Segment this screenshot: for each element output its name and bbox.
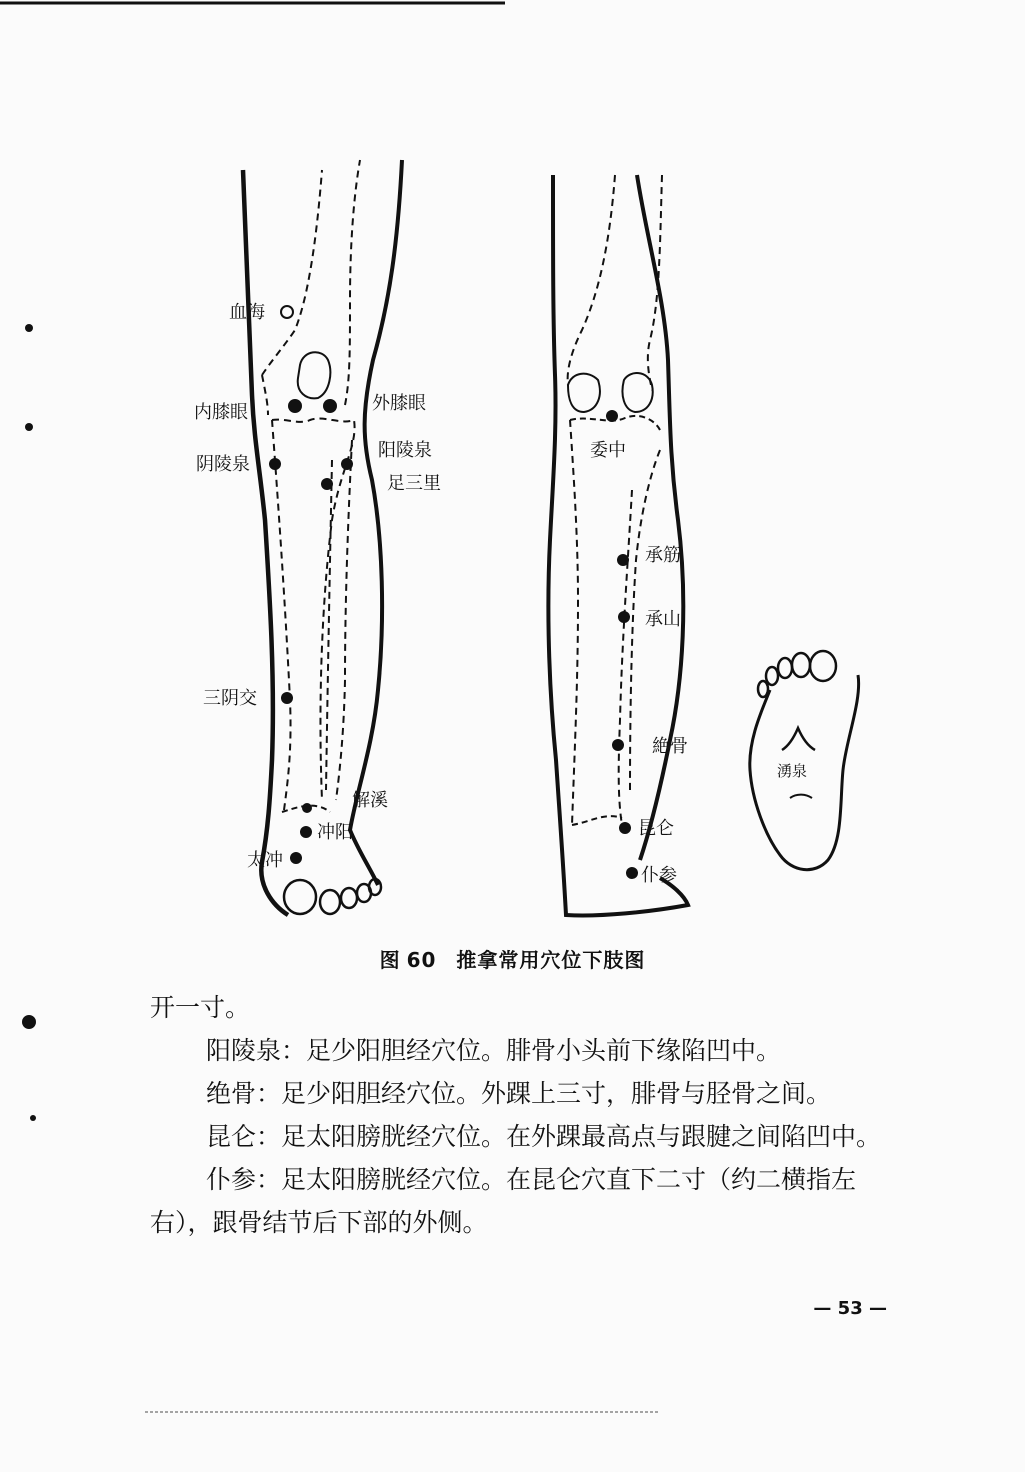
- label-waixiyan: 外膝眼: [372, 393, 426, 414]
- paragraph-pucan: 仆参：足太阳膀胱经穴位。在昆仑穴直下二寸（约二横指左右），跟骨结节后下部的外侧。: [150, 1165, 857, 1237]
- label-jiexi: 解溪: [352, 790, 388, 811]
- caption-title: 推拿常用穴位下肢图: [456, 948, 646, 972]
- foot-sole-drawing: [750, 651, 859, 870]
- label-kunlun: 昆仑: [638, 818, 674, 839]
- page-number: — 53 —: [813, 1298, 887, 1319]
- label-sanyinjiao: 三阴交: [203, 688, 257, 709]
- margin-dot: [25, 423, 33, 431]
- neixiyan-point: [288, 399, 302, 413]
- juegu-point: [612, 739, 624, 751]
- jiexi-point: [302, 803, 312, 813]
- label-yanglingquan: 阳陵泉: [378, 440, 432, 461]
- xuehai-point: [281, 306, 293, 318]
- margin-dot: [25, 324, 33, 332]
- back-leg-points: [606, 410, 638, 879]
- chongyang-point: [300, 826, 312, 838]
- chengshan-point: [618, 611, 630, 623]
- yinlingquan-point: [269, 458, 281, 470]
- paragraph-continuation: 开一寸。: [150, 993, 251, 1022]
- label-pucan: 仆参: [641, 865, 677, 886]
- label-zusanli: 足三里: [387, 473, 441, 494]
- taichong-point: [290, 852, 302, 864]
- zusanli-point: [321, 478, 333, 490]
- caption-prefix: 图: [379, 948, 401, 972]
- paragraph-kunlun: 昆仑：足太阳膀胱经穴位。在外踝最高点与跟腱之间陷凹中。: [206, 1122, 882, 1151]
- kunlun-point: [619, 822, 631, 834]
- margin-dot: [22, 1015, 36, 1029]
- label-chongyang: 冲阳: [317, 822, 353, 843]
- front-leg-points: [269, 306, 353, 864]
- figure-caption: [0, 944, 1025, 973]
- body-text: [150, 986, 890, 1244]
- label-taichong: 太冲: [247, 850, 283, 871]
- paragraph-yanglingquan: 阳陵泉：足少阳胆经穴位。腓骨小头前下缘陷凹中。: [206, 1036, 782, 1065]
- pucan-point: [626, 867, 638, 879]
- label-yinlingquan: 阴陵泉: [196, 454, 250, 475]
- label-chengjin: 承筋: [645, 545, 681, 566]
- margin-dot: [30, 1115, 36, 1121]
- caption-number: 60: [406, 948, 437, 972]
- chengjin-point: [617, 554, 629, 566]
- label-weizhong: 委中: [590, 440, 626, 461]
- sanyinjiao-point: [281, 692, 293, 704]
- paragraph-juegu: 绝骨：足少阳胆经穴位。外踝上三寸，腓骨与胫骨之间。: [206, 1079, 832, 1108]
- label-juegu: 絶骨: [652, 736, 688, 757]
- label-chengshan: 承山: [645, 609, 681, 630]
- waixiyan-point: [323, 399, 337, 413]
- label-yongquan: 湧泉: [777, 762, 808, 780]
- weizhong-point: [606, 410, 618, 422]
- yanglingquan-point: [341, 458, 353, 470]
- label-neixiyan: 内膝眼: [194, 402, 248, 423]
- label-xuehai: 血海: [229, 302, 265, 323]
